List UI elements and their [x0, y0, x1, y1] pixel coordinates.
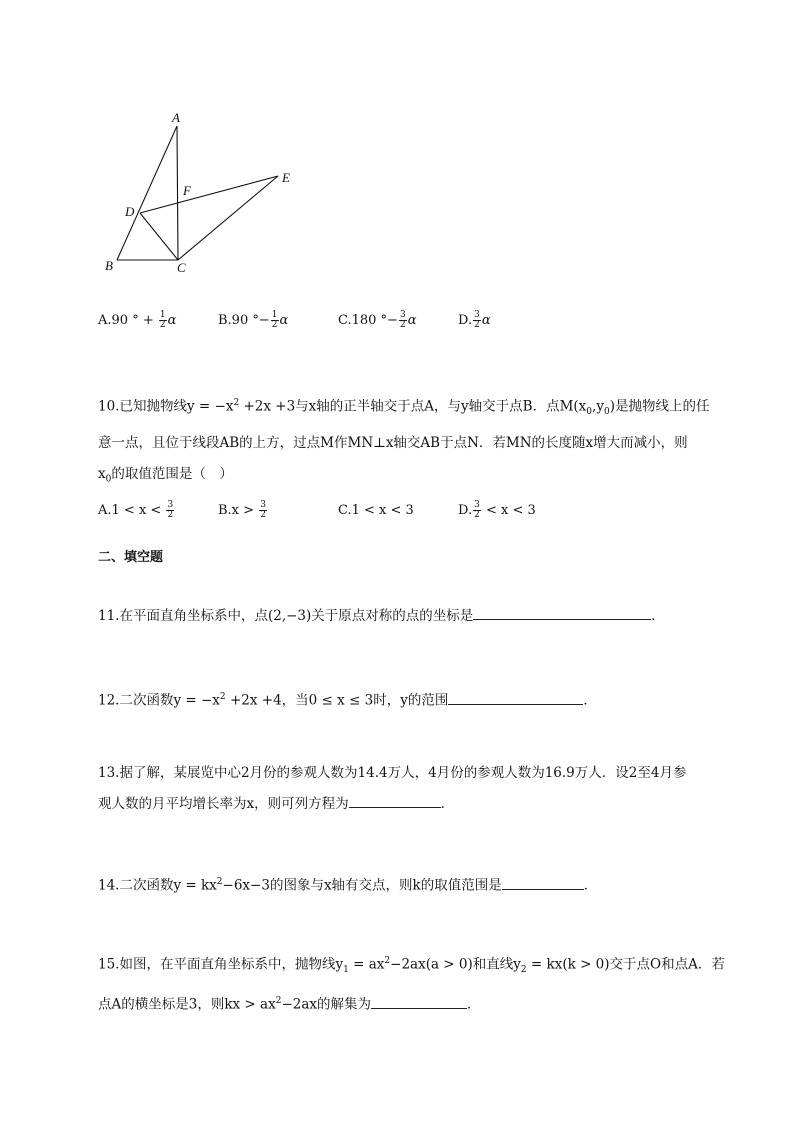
fraction: $\frac{3}{2}$: [399, 310, 406, 330]
q10-option-d: D. $\frac{3}{2}$ < x < 3: [458, 500, 536, 520]
q9-option-a: A.90 ° + $\frac{1}{2}$ α: [98, 310, 177, 330]
fraction: $\frac{3}{2}$: [474, 500, 480, 520]
q15-line-1: 15.如图，在平面直角坐标系中，抛物线$y_1 = ax^2-2ax(a > 0)$和直线$y_2 = kx(k > 0)$交于点O和点A．若: [98, 956, 725, 976]
answer-blank[interactable]: [371, 994, 467, 1009]
q9-option-c: C.180 °− $\frac{3}{2}$ α: [338, 310, 417, 330]
q10-line-3: $x_0$的取值范围是（ ）: [98, 466, 233, 485]
question-10: [98, 388, 710, 496]
answer-blank[interactable]: [502, 875, 584, 890]
q9-option-d: D. $\frac{3}{2}$ α: [458, 310, 491, 330]
q10-option-b: B.x > $\frac{3}{2}$: [218, 500, 266, 520]
q9-option-b: B.90 °− $\frac{1}{2}$ α: [218, 310, 289, 330]
question-14: 14.二次函数$y = kx^2-6x-3$的图象与x轴有交点，则k的取值范围是 ．: [98, 867, 597, 902]
geometry-figure: [95, 108, 310, 278]
q10-line-1: 10.已知抛物线$y = -x^2 +2x +3$与x轴的正半轴交于点A，与y轴交于点B．点$M(x_0,y_0)$是抛物线上的任: [98, 398, 710, 418]
section-heading: 二、填空题: [98, 550, 164, 565]
fraction: $\frac{3}{2}$: [474, 310, 480, 330]
answer-blank[interactable]: [448, 690, 583, 705]
point-label-d: D: [125, 204, 135, 219]
point-label-b: B: [105, 258, 113, 273]
q13-line-2: 观人数的月平均增长率为x，则可列方程为 ．: [98, 789, 698, 820]
point-label-a: A: [172, 110, 180, 125]
point-label-c: C: [177, 260, 186, 275]
answer-blank[interactable]: [473, 605, 651, 620]
fraction: $\frac{3}{2}$: [167, 500, 174, 520]
question-15: [98, 946, 725, 1021]
fraction: $\frac{3}{2}$: [260, 500, 266, 520]
q10-option-c: C.1 < x < 3: [338, 503, 414, 518]
q15-line-2: 点A的横坐标是3，则kx > $ax^2-2ax$的解集为 ．: [98, 986, 698, 1021]
answer-blank[interactable]: [349, 793, 441, 808]
fraction: $\frac{1}{2}$: [271, 310, 278, 330]
question-13: [98, 758, 698, 820]
question-11: 11.在平面直角坐标系中，点(2,−3)关于原点对称的点的坐标是 ．: [98, 601, 665, 632]
fraction: $\frac{1}{2}$: [159, 310, 166, 330]
question-12: 12.二次函数$y = -x^2 +2x +4$，当0 ≤ x ≤ 3时，y的范围 ．: [98, 682, 597, 717]
point-label-e: E: [282, 170, 290, 185]
q10-line-2: 意一点，且位于线段AB的上方，过点M作MN⊥x轴交AB于点N．若MN的长度随x增大而减小，则: [98, 435, 688, 452]
q13-line-1: 13.据了解，某展览中心2月份的参观人数为14.4万人，4月份的参观人数为16.9万人．设2至4月参: [98, 765, 687, 781]
q10-option-a: A.1 < x < $\frac{3}{2}$: [98, 500, 174, 520]
point-label-f: F: [183, 183, 191, 198]
